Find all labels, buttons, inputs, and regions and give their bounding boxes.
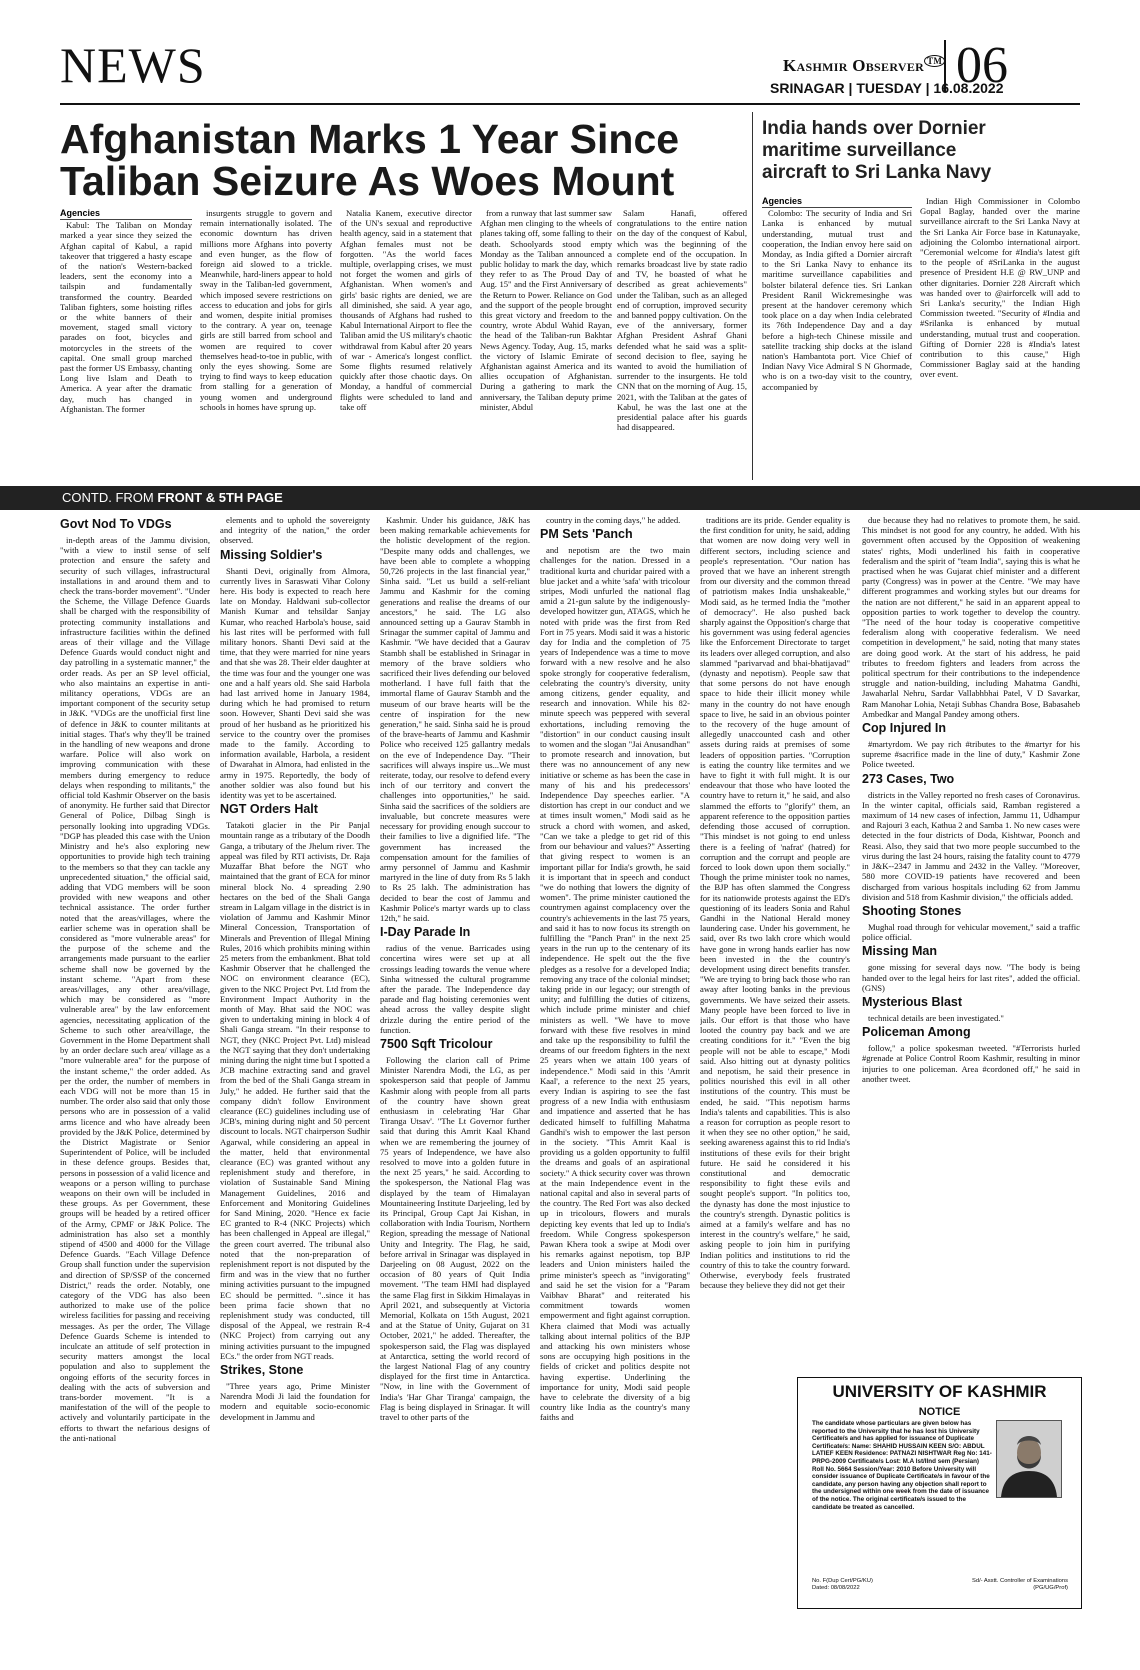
contd-column-2 xyxy=(220,515,370,1655)
contd-column-1 xyxy=(60,515,210,1655)
contd-text: gone missing for several days now. "The body is being handed over to the legal heirs for last rites", added the official. (GNS) xyxy=(862,962,1080,993)
page-number: 06 xyxy=(944,40,1008,92)
column-divider xyxy=(752,112,753,480)
subhead-missing-soldier[interactable]: Missing Soldier's xyxy=(220,547,323,562)
contd-text: elements and to uphold the sovereignty and integrity of the nation," the order observed. xyxy=(220,515,370,546)
subhead-govt-nod-vdgs[interactable]: Govt Nod To VDGs xyxy=(60,517,172,531)
contd-text: "Three years ago, Prime Minister Narendra Modi Ji laid the foundation for modern and equitable socio-economic development in Jammu and xyxy=(220,1381,370,1422)
contd-text: follow," a police spokesman tweeted. "#Terrorists hurled #grenade at Police Control Room Kashmir, resulting in minor injuries to one policeman. Area #cordoned off," he said in another tweet. xyxy=(862,1043,1080,1084)
notice-body: The candidate whose particulars are given below has reported to the University that he has lost his University Certificate/s and has applied for issuance of Duplicate Certificate/s: Name: SHAHID HUSSAIN KEEN S/O: ABDUL LATIEF KEEN Residence: PATNAZI NISHTWAR Reg No: 141-PRPG-2009 Certificate/s Lost: M.A Ist/IInd sem (Persian) Roll No. 5664 Session/Year: 2010 Before University will consider issuance of Duplicate Certificate/s in favour of the candidate, any person having any objection shall report to the undersigned within one week from the date of issuance of the notice. The original certificate/s issued to the candidate be treated as cancelled. xyxy=(812,1420,992,1511)
side-text-2: Indian High Commissioner in Colombo Gopal Baglay, handed over the marine surveillance aircraft to the Sri Lanka Navy at the Sri Lanka Air Force base in Katunayake, adjoining the Colombo international airport. "Ceremonial welcome for #India's latest gift to the people of #SriLanka in the august presence of President H.E @ RW_UNP and other dignitaries. Dornier 228 Aircraft which was handed over to @airforcelk will add to Sri Lanka's security," the Indian High Commission tweeted. "Security of #India and #Srilanka is enhanced by mutual understanding, mutual trust and cooperation. Gifting of Dornier 228 is #India's latest contribution to this cause," High Commissioner Baglay said at the handing over event. xyxy=(920,196,1080,380)
lead-headline-line2: Taliban Seizure As Woes Mount xyxy=(60,158,675,204)
masthead-divider xyxy=(60,103,1080,105)
contd-text: radius of the venue. Barricades using concertina wires were set up at all crossings leading towards the venue where Sinha witnessed the cultural programme after the parade. The Independence day parade and flag hoisting ceremonies went ahead across the valley despite slight drizzle during the entire period of the function. xyxy=(380,943,530,1035)
contd-text: districts in the Valley reported no fresh cases of Coronavirus. In the winter capital, officials said, Ramban registered a maximum of 14 new cases of infection, Jammu 11, Udhampur and Rajouri 3 each, Kathua 2 and Samba 1. No new cases were detected in the four districts of Doda, Kishtwar, Poonch and Reasi. Also, they said that two more people succumbed to the virus during the last 24 hours, raising the fatality count to 4779 in J&K--2347 in Jammu and 2432 in the Valley. "Moreover, 580 more COVID-19 patients have recovered and been discharged from various hospitals including 62 from Jammu division and 518 from Kashmir division," the officials added. xyxy=(862,789,1080,902)
subhead-missing-man[interactable]: Missing Man xyxy=(862,944,938,959)
notice-signatory: Sd/- Asstt. Controller of Examinations (PG/UG/Prof) xyxy=(971,1578,1068,1591)
contd-column-4 xyxy=(540,515,690,1655)
subhead-tricolour[interactable]: 7500 Sqft Tricolour xyxy=(380,1036,493,1051)
side-column-1 xyxy=(762,196,912,478)
person-photo-icon xyxy=(997,1421,1061,1497)
lead-text-3: Natalia Kanem, executive director of the UN's sexual and reproductive health agency, said in a statement that Afghan females must not be forgotten. "As the world faces multiple, overlapping crises, we must not forget the women and girls of Afghanistan. When women's and girls' basic rights are denied, we are all diminished, she said. A year ago, thousands of Afghans had rushed to Kabul International Airport to flee the Taliban amid the US military's chaotic withdrawal from Kabul after 20 years of war - America's longest conflict. Some flights resumed relatively quickly after those chaotic days. On Monday, a handful of commercial flights were scheduled to land and take off xyxy=(340,208,472,412)
subhead-iday-parade[interactable]: I-Day Parade In xyxy=(380,925,471,940)
contd-text: Following the clarion call of Prime Minister Narendra Modi, the LG, as per spokesperson said that people of Jammu Kashmir along with people from all parts of the country have shown great enthusiasm in celebrating 'Har Ghar Tiranga Utsav'. "The Lt Governor further said that during this Amrit Kaal Khand when we are remembering the journey of 75 years of Independence, we have also resolved to move into a golden future in the next 25 years," he said. According to the spokesperson, the National Flag was displayed by the team of Himalayan Mountaineering Institute Darjeeling, led by its Principal, Group Capt Jai Kishan, in collaboration with India Tourism, Northern Region, spreading the message of National Unity and Integrity. The Flag, he said, before arrival in Srinagar was displayed in Darjeeling on 08 August, 2022 on the occasion of 80 years of Quit India movement. "The team HMI had displayed the same Flag first in Sikkim Himalayas in April 2021, and subsequently at Victoria Memorial, Kolkata on 15th August, 2021 and at the Statue of Unity, Gujarat on 31 October, 2021," he added. Thereafter, the spokesperson said, the Flag was displayed at Antarctica, setting the world record of the largest National Flag of any country displayed for the first time in Antarctica. "Now, in line with the Government of India's 'Har Ghar Tiranga' campaign, the Flag is being displayed in Srinagar. It will travel to other parts of the xyxy=(380,1054,530,1423)
lead-text-1: Kabul: The Taliban on Monday marked a year since they seized the Afghan capital of Kabul, a rapid takeover that triggered a hasty escape of the nation's Western-backed leaders, sent the economy into a tailspin and fundamentally transformed the country. Bearded Taliban fighters, some hoisting rifles or the white banners of their movement, staged small victory parades on foot, bicycles and motorcycles in the streets of the capital. One small group marched past the former US Embassy, chanting Long live Islam and Death to America. A year after the dramatic day, much has changed in Afghanistan. The former xyxy=(60,220,192,414)
side-column-2 xyxy=(920,196,1080,478)
lead-headline[interactable] xyxy=(60,118,750,202)
side-byline: Agencies xyxy=(762,196,912,208)
contd-text: due because they had no relatives to promote them, he said. This mindset is not good for any country, he added. With his government often accused by the Opposition of weakening states' rights, Modi underlined his faith in cooperative federalism and the spirit of "team India", saying this is what he practised when he was Gujarat chief minister and a different party (Congress) was in power at the Centre. "We may have different programmes and working styles but our dreams for the nation are not different," he said in an apparent appeal to opposition parties to work together to develop the country. "The need of the hour today is cooperative competitive federalism along with cooperative federalism. We need competition in development," he said, noting that many states are doing good work. At the start of his address, he paid tributes to freedom fighters and leaders from across the political spectrum for their contributions to the independence struggle and nation-building, including Mahatma Gandhi, Jawaharlal Nehru, Sardar Vallabhbhai Patel, V D Savarkar, Ram Manohar Lohia, Netaji Subhas Chandra Bose, Babasaheb Ambedkar and Mangal Pandey among others. xyxy=(862,515,1080,719)
newspaper-brand[interactable] xyxy=(783,56,945,76)
lead-text-4: from a runway that last summer saw Afghan men clinging to the wheels of planes taking off, some falling to their death. Schoolyards stood empty Monday as the Taliban announced a public holiday to mark the day, which they refer to as The Proud Day of Aug. 15" and the First Anniversary of the Return to Power. Reliance on God and the support of the people brought this great victory and freedom to the country, wrote Abdul Wahid Rayan, the head of the Taliban-run Bakhtar News Agency. Today, Aug. 15, marks the victory of Islamic Emirate of Afghanistan against America and its allies occupation of Afghanistan. During a gathering to mark the anniversary, the Taliban deputy prime minister, Abdul xyxy=(480,208,612,412)
dateline: SRINAGAR | TUESDAY | 16.08.2022 xyxy=(770,80,1004,96)
subhead-shooting-stones[interactable]: Shooting Stones xyxy=(862,903,962,918)
contd-text: Kashmir. Under his guidance, J&K has been making remarkable achievements for the holistic development of the region. "Despite many odds and challenges, we have been able to complete a whopping 50,726 projects in the last financial year," Sinha said. "Let us build a self-reliant Jammu and Kashmir for the coming generations and realise the dreams of our ancestors," he said. The LG also announced setting up a Gaurav Stambh in Srinagar the summer capital of Jammu and Kashmir. "We have decided that a Gaurav Stambh shall be established in Srinagar in memory of the brave soldiers who sacrificed their lives defending our beloved motherland. I have full faith that the immortal flame of Gaurav Stambh and the museum of our brave hearts will be the centre of inspiration for the new generation," he said. Sinha said he is proud of the brave-hearts of Jammu and Kashmir Police who received 125 gallantry medals on the eve of Independence Day. "Their sacrifices will always inspire us...We must reiterate, today, our resolve to defend every inch of our territory and convert the challenges into opportunities," he said. Sinha said the sacrifices of the soldiers are invaluable, but concrete measures were necessary for providing enough succour to their families to live a dignified life. "The government has increased the compensation amount for the families of army personnel of Jammu and Kashmir martyred in the line of duty from Rs 5 lakh to Rs 25 lakh. The administration has decided to bear the cost of Jammu and Kashmir Police's martyr wards up to class 12th," he said. xyxy=(380,515,530,923)
contd-text: traditions are its pride. Gender equality is the first condition for unity, he said, adding that women are now doing very well in different sectors, including science and people's representation. "Our nation has proved that we have an inherent strength from our diversity and the common thread of patriotism makes India unshakeable," Modi said, as he termed India the "mother of democracy". He also pushed back sharply against the Opposition's charge that his government was using federal agencies like the Enforcement Directorate to target its leaders over alleged corruption, and also slammed "parivarvad and bhai-bhatijavad" (dynasty and nepotism). People saw that that some persons do not have enough space to hide their illicit money while many in the country do not have enough space to live, he said in an obvious pointer to the recovery of the huge amount of allegedly unaccounted cash and other assets during raids at premises of some leaders of opposition parties. "Corruption is eating the country like termites and we have to fight it with full might. It is our endeavour that those who have looted the country have to return it," he said, and also slammed the efforts to "glorify" them, an apparent reference to the opposition parties defending those accused of corruption. "This mindset is not going to end unless there is a feeling of 'nafrat' (hatred) for corruption and the corrupt and people are forced to look down upon them socially." Though the prime minister took no names, the BJP has often slammed the Congress for its nationwide protests against the ED's questioning of its leaders Sonia and Rahul Gandhi in the National Herald money laundering case. Under his government, he said, over Rs two lakh crore which would have gone in wrong hands earlier has now been invested in the the country's development using direct benefits transfer. "We are trying to bring back those who ran away after looting banks in the previous governments. We have seized their assets. Many people have been forced to live in jails. Our effort is that those who have looted the country pay back and we are creating conditions for it." "Even the big people will not be able to escape," Modi said. Also hitting out at dynasty politics and nepotism, he said their presence in politics nourished this evil in all other institutions of the country. This must be ended, he said. "This nepotism harms India's talents and capabilities. This is also a reason for corruption as people resort to it when they see no other option," he said, seeking awareness against this to rid India's institutions of these evils for their bright future. He said he considered it his constitutional and democratic responsibility to fight these evils and sought people's support. "In politics too, the dynasty has done the most injustice to the country's strength. Dynastic politics is aimed at a family's welfare and has no interest in the country's welfare," he said, asking people to join him in purifying Indian politics and institutions to rid the country of this to take the country forward. Otherwise, everybody feels frustrated because they believe they did not get their xyxy=(700,515,850,1291)
contd-column-3 xyxy=(380,515,530,1655)
subhead-strikes-stone[interactable]: Strikes, Stone xyxy=(220,1363,304,1378)
side-text-1: Colombo: The security of India and Sri Lanka is enhanced by mutual understanding, mutual trust and cooperation, the Indian envoy here said on Monday, as India gifted a Dornier aircraft to the Sri Lanka Navy to enhance its maritime surveillance capabilities and bolster bilateral defence ties. Sri Lankan President Ranil Wickremesinghe was present at the handover ceremony which took place on a day when India celebrated its 76th Independence Day and a day before a high-tech Chinese missile and satellite tracking ship docks at the island nation's Hambantota port. Vice Chief of Indian Navy Vice Admiral S N Ghormade, who is on a two-day visit to the country, accompanied by xyxy=(762,208,912,392)
notice-footer xyxy=(812,1578,1068,1592)
notice-ref-no: No. F(Dup Cert/PG/KU) xyxy=(812,1578,873,1584)
university-notice-ad xyxy=(797,1377,1082,1609)
subhead-mysterious-blast[interactable]: Mysterious Blast xyxy=(862,994,963,1009)
lead-column-2 xyxy=(200,208,332,478)
side-headline[interactable]: India hands over Dornier maritime surveillance aircraft to Sri Lanka Navy xyxy=(762,118,992,183)
lead-column-1 xyxy=(60,208,192,478)
trademark-mark: TM xyxy=(924,55,945,67)
contd-text: in-depth areas of the Jammu division, "with a view to instil sense of self protection and ensure the safety and security of such villages, infrastructural installations in and around them and to check the trans-border movement". "Under the Scheme, the Village Defence Guards shall be charged with the responsibility of protecting community installations and infrastructure facilities within the defined areas of their village and the Village Defence Guards would conduct night and day patrolling in a systematic manner," the order reads. As per an SP level official, who also maintains an expertise in anti-militancy operations, VDGs are an important component of the security setup in J&K. "VDGs are the unofficial first line of defence in J&K to counter militants at initial stages. That's why they'll be trained in the handling of new weapons and drone warfare. Police will also work on improving communication with these members during emergency to reduce delays when responding to militants," the official told Kashmir Observer on the basis of anonymity. He further said that Director General of Police, Dilbag Singh is personally looking into upgrading VDGs. "DGP has pleaded this case with the Union Ministry and he's also exploring new opportunities to provide high tech training to the members so that they can tackle any unprecedented situation," the official said, adding that VDG members will be soon provided with new weapons and other technical assistance. The order further noted that the areas/villages, where the earlier scheme was in operation shall be considered as "more vulnerable areas" for the purpose of the scheme and the arrangements made pursuant to the earlier scheme shall now be governed by the instant scheme. "Apart from these areas/villages, any other area/village, which may be considered as "more vulnerable area" by the law enforcement agencies, necessitating application of the Scheme to such other area/village, the Government in the Home Department shall by an order declare such area/ village as a "more vulnerable area" for the purpose of the instant scheme," the order added. As per the order, the number of members in each VDG will not be more than 15 in number. The order also said that only those persons who are in possession of a valid arms licence and who have already been provided by the J&K Police, determined by the District Magistrate or Senior Superintendent of Police, will be included in these defence groups. Besides that, persons in possession of a valid licence and weapons or a person willing to purchase weapons on their own will be included in these groups. As per Government, these groups will be headed by a retired officer of the Army, CPMF or J&K Police. The administration has also set a monthly stipend of 4500 and 4000 for the Village Defence Guards. "Each Village Defence Group shall function under the supervision and direction of SP/SSP of the concerned District," reads the order. Notably, one category of the VDG has also been authorized to make use of the police wireless facilities for passing and receiving messages. As per the order, The Village Defence Guards Scheme is intended to inculcate an attitude of self protection in security matters amongst the local population and also to supplement the ongoing efforts of the security forces in dealing with the acts of subversion and trans-border movement. "It is a manifestation of the will of the people to actively and voluntarily participate in the efforts to thwart the nefarious designs of the anti-national xyxy=(60,535,210,1443)
lead-column-3 xyxy=(340,208,472,478)
lead-text-5: Salam Hanafi, offered congratulations to the entire nation on the day of the conquest of Kabul, which was the beginning of the complete end of the occupation. In remarks broadcast live by state radio and TV, he boasted of what he described as great achievements" under the Taliban, such as an alleged end of corruption, improved security and banned poppy cultivation. On the eve of the anniversary, former Afghan President Ashraf Ghani defended what he said was a split-second decision to flee, saying he wanted to avoid the humiliation of surrender to the insurgents. He told CNN that on the morning of Aug. 15, 2021, with the Taliban at the gates of Kabul, he was the last one at the presidential palace after his guards had disappeared. xyxy=(617,208,747,433)
lead-column-5 xyxy=(617,208,747,478)
contd-label: FRONT & 5TH PAGE xyxy=(157,490,283,505)
contd-text: Tatakoti glacier in the Pir Panjal mountain range as a tributary of the Doodh Ganga, a tributary of the Jhelum river. The appeal was filed by RTI activists, Dr. Raja Muzaffar Bhat before the NGT who maintained that the grant of ECA for minor mineral block No. 4 spreading 2.90 hectares on the bed of the Shali Ganga stream in Lalgam village in the district is in violation of Jammu and Kashmir Minor Mineral Concession, Transportation of Minerals and Prevention of Illegal Mining Rules, 2016 which prohibits mining within 25 meters from the embankment. Bhat told Kashmir Observer that he challenged the NOC on environment clearance (EC), given to the NKC Project Pvt. Ltd from the Environment Impact Authority in the month of May. Bhat said the NOC was given to undertaking mining in block 4 of Shali Ganga stream. "In their response to NGT, they (NKC Project Pvt. Ltd) mislead the NGT saying that they don't undertaking mining during the night time but I spotted a JCB machine extracting sand and gravel from the bed of the Shali Ganga stream in July," he added. He further said that the company didn't follow Environment clearance (EC) guidelines including use of JCB's, mining during night and 50 percent discount to locals. NGT chairperson Sudhir Agarwal, while considering an appeal in the matter, held that environmental clearance (EC) was granted without any replenishment study and therefore, in violation of Sustainable Sand Mining Management Guidelines, 2016 and Enforcement and Monitoring Guidelines for Sand Mining, 2020. "Hence ex facie EC granted to R-4 (NKC Projects) which has been challenged in Appeal are illegal," the green court averred. The tribunal also noted that the non-preparation of replenishment report is not disputed by the firm and was in the view that no further mining activities pursuant to the impugned EC should be permitted. "..since it has been prima facie shown that no replenishment study was conducted, till disposal of the Appeal, we restrain R-4 (NKC Project) from carrying out any mining activities pursuant to the impugned ECs." the order from NGT reads. xyxy=(220,820,370,1361)
subhead-273-cases[interactable]: 273 Cases, Two xyxy=(862,771,955,786)
notice-heading: NOTICE xyxy=(918,1406,961,1418)
contd-text: and nepotism are the two main challenges for the nation. Dressed in a traditional kurta and churidar paired with a blue jacket and a white 'safa' with tricolour stripes, Modi unfurled the national flag amid a 21-gun salute by the indigenously-developed howitzer gun, ATAGS, which he noted with pride was the first from Red Fort in 75 years. Modi said it was a historic day for India and the completion of 75 years of Independence was a time to move forward with a new resolve and he also spoke strongly for cooperative federalism, celebrating the country's diversity, unity among citizens, gender equality, and research and innovation. While his 82-minute speech was peppered with several exhortations, including removing the "distortion" in our conduct causing insult to women and the slogan "Jai Anusandhan" to promote research and innovation, but there was no announcement of any new initiative or scheme as has been the case in many of his and his predecessors' Independence Day speeches earlier. "A distortion has crept in our conduct and we at times insult women," Modi said as he struck a chord with women, and asked, "Can we take a pledge to get rid of this from our behaviour and values?" Asserting that giving respect to women is an important pillar for India's growth, he said it is important that in speech and conduct "we do nothing that lowers the dignity of women". The prime minister cautioned the countrymen against complacency over the country's achievements in the last 75 years, and said it has to now focus its strength on fulfilling the "Panch Pran" in the next 25 years in the run up to the centenary of its independence. He spelt out the the five pledges as a resolve for a developed India; removing any trace of the colonial mindset; taking pride in our legacy; our strength of unity; and fulfilling the duties of citizens, which include prime minister and chief ministers as well. "We have to move forward with these five resolves in mind and take up the responsibility to fulfil the dreams of our freedom fighters in the next 25 years when we attain 100 years of independence." Modi said in this 'Amrit Kaal', a reference to the next 25 years, every Indian is aspiring to see the fast progress of a new India with enthusiasm and impatience and asserted that he has dedicated himself to fulfilling Mahatma Gandhi's wish to empower the last person in the society. "This Amrit Kaal is providing us a golden opportunity to fulfil the dreams and goals of an aspirational society." A thick security cover was thrown at the main Independence event in the national capital and also in several parts of the country. The Red Fort was also decked up in tricolours, flowers and murals depicting key events that led up to India's freedom. While Congress spokesperson Pawan Khera took a swipe at Modi over his remarks against nepotism, top BJP leaders and Union ministers hailed the prime minister's speech as "invigorating" and said he set the vision for a "Param Vaibhav Bharat" and reiterated his commitment towards women empowerment and fight against corruption. Khera claimed that Modi was actually talking about internal politics of the BJP and attacking his own ministers whose sons are occupying high positions in the fields of cricket and politics despite not having expertise. Underlining the importance for unity, Modi said people have to celebrate the diversity of a big country like India as the country's many faiths and xyxy=(540,545,690,1423)
contd-column-6 xyxy=(862,515,1080,1370)
lead-column-4 xyxy=(480,208,612,478)
subhead-policeman-among[interactable]: Policeman Among xyxy=(862,1025,971,1040)
candidate-photo xyxy=(996,1420,1062,1498)
subhead-cop-injured[interactable]: Cop Injured In xyxy=(862,721,947,736)
subhead-pm-panch[interactable]: PM Sets 'Panch xyxy=(540,527,633,542)
lead-headline-line1: Afghanistan Marks 1 Year Since xyxy=(60,116,680,162)
contd-prefix: CONTD. FROM xyxy=(62,490,154,505)
contd-text: Shanti Devi, originally from Almora, currently lives in Saraswati Vihar Colony here. His body is expected to reach here late on Monday. Haldwani sub-collector Manish Kumar and tehsildar Sanjay Kumar, who reached Harbola's house, said his last rites will be performed with full military honors. Shanti Devi said at the time, that they were married for nine years and that she was 28. Their elder daughter at the time was four and the younger one was one and a half years old. She said Harbola had last arrived home in January 1984, during which he had promised to return soon. However, Shanti Devi said she was proud of her husband as he prioritized his service to the country over the promises made to the family. According to information available, Harbola, a resident of Dwarahat in Almora, had enlisted in the army in 1975. Reportedly, the body of another soldier was also found but his identity was yet to be ascertained. xyxy=(220,565,370,801)
contd-text: #martyrdom. We pay rich #tributes to the #martyr for his supreme #sacrifice made in the line of duty," Kashmir Zone Police tweeted. xyxy=(862,739,1080,770)
contd-text: Mughal road through for vehicular movement," said a traffic police official. xyxy=(862,921,1080,943)
lead-text-2: insurgents struggle to govern and remain internationally isolated. The economic downturn has driven millions more Afghans into poverty and even hunger, as the flow of foreign aid slowed to a trickle. Meanwhile, hard-liners appear to hold sway in the Taliban-led government, which imposed severe restrictions on access to education and jobs for girls and women, despite initial promises to the contrary. A year on, teenage girls are still barred from school and women are required to cover themselves head-to-toe in public, with only the eyes showing. Some are trying to find ways to keep education from stalling for a generation of young women and underground schools in homes have sprung up. xyxy=(200,208,332,412)
subhead-ngt-orders-halt[interactable]: NGT Orders Halt xyxy=(220,802,318,817)
contd-text: technical details are been investigated." xyxy=(868,1012,1004,1023)
notice-date: Dated: 08/08/2022 xyxy=(812,1585,860,1591)
continued-section-bar xyxy=(0,486,1140,510)
notice-title: UNIVERSITY OF KASHMIR xyxy=(832,1382,1047,1401)
contd-text: country in the coming days," he added. xyxy=(546,515,681,525)
lead-byline: Agencies xyxy=(60,208,192,220)
brand-name: Kashmir Observer xyxy=(783,56,925,75)
section-title: NEWS xyxy=(60,37,206,93)
